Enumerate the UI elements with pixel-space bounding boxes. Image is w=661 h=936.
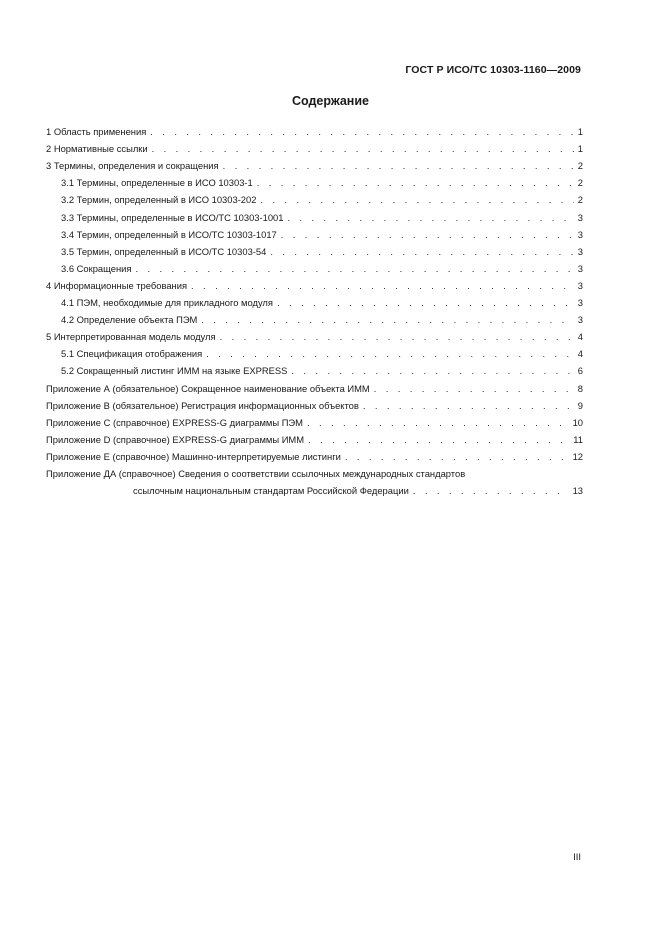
toc-entry-page: 3 <box>577 279 583 291</box>
page-title: Содержание <box>291 94 369 108</box>
toc-entry-page: 8 <box>577 382 583 394</box>
toc-entry-5-1[interactable] <box>46 343 583 360</box>
toc-entry-page: 11 <box>573 433 583 445</box>
dot-leader <box>374 383 574 395</box>
toc-entry-page: 3 <box>577 262 583 274</box>
toc-entry-label: Приложение ДА (справочное) Сведения о соответствии ссылочных международных стандартов <box>46 467 466 479</box>
dot-leader <box>152 143 574 155</box>
toc-entry-annex-e[interactable] <box>46 446 583 463</box>
toc-entry-1[interactable] <box>46 121 583 138</box>
toc-entry-page: 4 <box>577 331 583 343</box>
dot-leader <box>291 365 573 377</box>
toc-entry-label: 3.5 Термин, определенный в ИСО/ТС 10303-54 <box>61 245 267 257</box>
toc-entry-label: Приложение Е (справочное) Машинно-интерпретируемые листинги <box>46 450 341 462</box>
toc-entry-label: 3.1 Термины, определенные в ИСО 10303-1 <box>61 177 253 189</box>
dot-leader <box>206 348 574 360</box>
page-number: III <box>573 852 581 863</box>
dot-leader <box>345 451 569 463</box>
toc-entry-label: 3.4 Термин, определенный в ИСО/ТС 10303-1017 <box>61 228 277 240</box>
toc-entry-label: 5.1 Спецификация отображения <box>61 348 203 360</box>
toc-entry-3-1[interactable] <box>46 172 583 189</box>
toc-entry-3-5[interactable] <box>46 241 583 258</box>
toc-entry-3[interactable] <box>46 155 583 172</box>
toc-entry-annex-c[interactable] <box>46 412 583 429</box>
dot-leader <box>270 246 573 258</box>
dot-leader <box>363 400 574 412</box>
toc-entry-label: 5.2 Сокращенный листинг ИММ на языке EXPRESS <box>61 365 288 377</box>
dot-leader <box>223 160 574 172</box>
dot-leader <box>260 194 573 206</box>
toc-entry-annex-da[interactable] <box>46 463 583 497</box>
toc-entry-label-continued: ссылочным национальным стандартам Российской Федерации <box>133 484 409 496</box>
dot-leader <box>307 417 569 429</box>
dot-leader <box>220 331 574 343</box>
toc-entry-label: 5 Интерпретированная модель модуля <box>46 331 216 343</box>
toc-entry-label: 1 Область применения <box>46 126 147 138</box>
toc-entry-label: 4.2 Определение объекта ПЭМ <box>61 314 198 326</box>
toc-entry-page: 2 <box>577 194 583 206</box>
toc-entry-page: 1 <box>577 126 583 138</box>
table-of-contents <box>46 121 583 497</box>
dot-leader <box>413 485 569 497</box>
toc-entry-page: 3 <box>577 297 583 309</box>
toc-entry-label: 4 Информационные требования <box>46 279 188 291</box>
toc-entry-5[interactable] <box>46 326 583 343</box>
toc-entry-label: 4.1 ПЭМ, необходимые для прикладного модуля <box>61 297 273 309</box>
toc-entry-page: 13 <box>572 484 583 496</box>
toc-entry-page: 10 <box>572 416 583 428</box>
toc-entry-label: 3.3 Термины, определенные в ИСО/ТС 10303-1001 <box>61 211 284 223</box>
toc-entry-4-1[interactable] <box>46 292 583 309</box>
toc-entry-page: 4 <box>577 348 583 360</box>
dot-leader <box>191 280 574 292</box>
toc-entry-page: 12 <box>572 450 583 462</box>
toc-entry-label: Приложение А (обязательное) Сокращенное наименование объекта ИММ <box>46 382 370 394</box>
dot-leader <box>257 177 574 189</box>
toc-entry-page: 6 <box>577 365 583 377</box>
toc-entry-page: 3 <box>577 314 583 326</box>
dot-leader <box>150 126 573 138</box>
toc-entry-page: 2 <box>577 177 583 189</box>
toc-entry-label: 3.2 Термин, определенный в ИСО 10303-202 <box>61 194 257 206</box>
toc-entry-3-6[interactable] <box>46 258 583 275</box>
document-code: ГОСТ Р ИСО/ТС 10303-1160—2009 <box>405 64 581 76</box>
toc-entry-4[interactable] <box>46 275 583 292</box>
toc-entry-page: 3 <box>577 245 583 257</box>
toc-entry-label: Приложение D (справочное) EXPRESS-G диаграммы ИММ <box>46 433 305 445</box>
toc-entry-page: 9 <box>577 399 583 411</box>
toc-entry-5-2[interactable] <box>46 360 583 377</box>
toc-entry-page: 3 <box>577 211 583 223</box>
dot-leader <box>277 297 574 309</box>
toc-entry-annex-b[interactable] <box>46 395 583 412</box>
toc-entry-label: Приложение В (обязательное) Регистрация информационных объектов <box>46 399 359 411</box>
toc-entry-2[interactable] <box>46 138 583 155</box>
dot-leader <box>308 434 569 446</box>
toc-entry-4-2[interactable] <box>46 309 583 326</box>
toc-entry-page: 1 <box>577 143 583 155</box>
toc-entry-3-3[interactable] <box>46 206 583 223</box>
toc-entry-label: 3.6 Сокращения <box>61 262 132 274</box>
toc-entry-3-2[interactable] <box>46 189 583 206</box>
dot-leader <box>288 212 574 224</box>
toc-entry-page: 3 <box>577 228 583 240</box>
toc-entry-label: 2 Нормативные ссылки <box>46 143 148 155</box>
dot-leader <box>201 314 573 326</box>
toc-entry-annex-a[interactable] <box>46 377 583 394</box>
toc-entry-page: 2 <box>577 160 583 172</box>
toc-entry-label: Приложение С (справочное) EXPRESS-G диаграммы ПЭМ <box>46 416 303 428</box>
toc-entry-annex-d[interactable] <box>46 429 583 446</box>
dot-leader <box>135 263 573 275</box>
toc-entry-3-4[interactable] <box>46 224 583 241</box>
toc-entry-label: 3 Термины, определения и сокращения <box>46 160 219 172</box>
dot-leader <box>281 229 574 241</box>
